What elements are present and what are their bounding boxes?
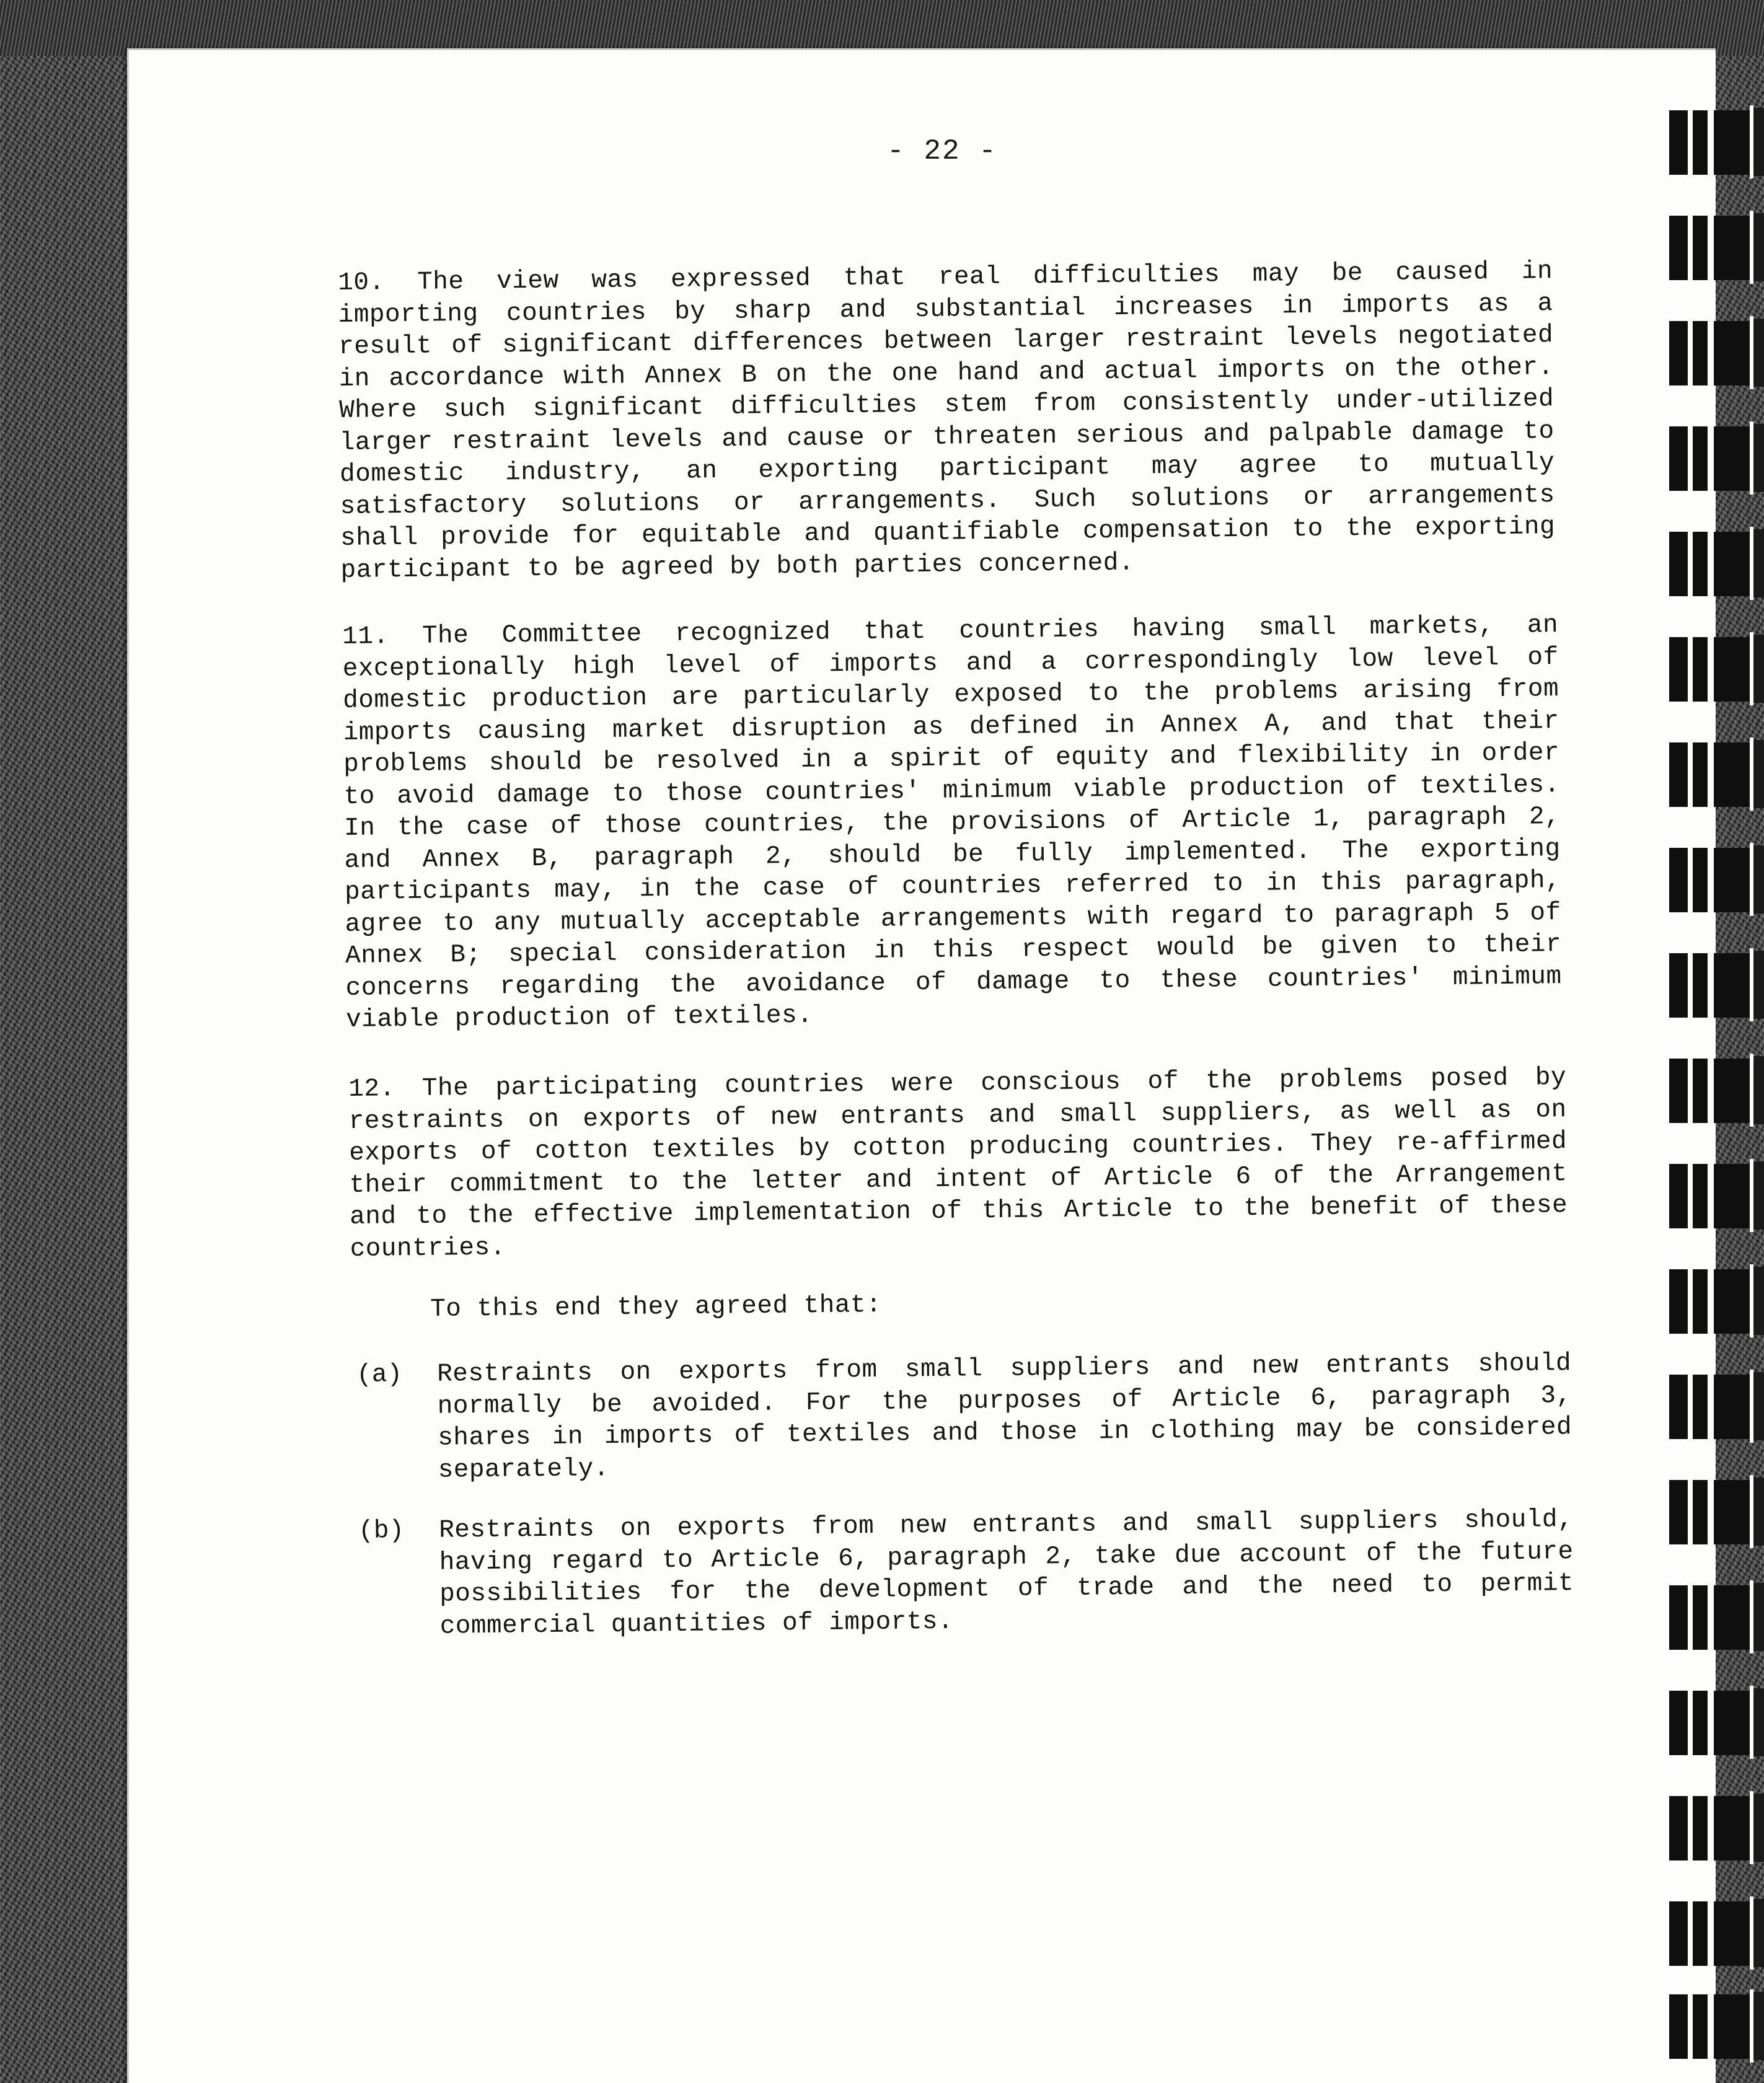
spiral-binding (1664, 93, 1764, 2071)
binding-ring (1664, 1686, 1764, 1759)
list-item-b (358, 1504, 1574, 1652)
paragraph-line: concerns regarding the avoidance of damage to these countries' minimum (345, 962, 1562, 1003)
binding-ring (1664, 1370, 1764, 1443)
binding-ring (1664, 316, 1764, 389)
paragraph-line: In the case of those countries, the provisions of Article 1, paragraph 2, (343, 803, 1561, 843)
list-item-line: commercial quantities of imports. (439, 1607, 954, 1641)
paragraph-line: viable production of textiles. (345, 1001, 813, 1034)
paragraph-line: agree to any mutually acceptable arrangements with regard to paragraph 5 of (345, 898, 1561, 939)
paragraph-line: exports of cotton textiles by cotton producing countries. They re-affirmed (349, 1127, 1568, 1168)
binding-ring (1664, 421, 1764, 495)
binding-ring (1664, 1264, 1764, 1337)
binding-ring (1664, 105, 1764, 178)
paragraph-line: participant to be agreed by both parties concerned. (340, 548, 1135, 585)
list-intro: To this end they agreed that: (430, 1291, 882, 1324)
paragraph-line: 11. The Committee recognized that countries having small markets, an (342, 611, 1559, 651)
paragraph-line: restraints on exports of new entrants and small suppliers, as well as on (348, 1095, 1567, 1136)
binding-ring (1664, 1159, 1764, 1232)
list-item-line: separately. (438, 1454, 610, 1485)
paragraph-line: larger restraint levels and cause or threaten serious and palpable damage to (339, 416, 1555, 457)
list-item-line: possibilities for the development of trade and the need to permit (439, 1569, 1574, 1609)
paragraph-line: Annex B; special consideration in this respect would be given to their (345, 930, 1562, 971)
binding-ring (1664, 1475, 1764, 1548)
binding-ring (1664, 211, 1764, 284)
paragraph-line: domestic production are particularly exposed to the problems arising from (343, 675, 1559, 715)
binding-ring (1664, 1989, 1764, 2063)
paragraph-line: countries. (350, 1233, 506, 1264)
list-item-line: normally be avoided. For the purposes of Article 6, paragraph 3, (437, 1381, 1572, 1421)
paragraph-line: and Annex B, paragraph 2, should be fully implemented. The exporting (344, 834, 1561, 875)
paragraph-line: Where such significant difficulties stem from consistently under-utilized (338, 385, 1555, 425)
paragraph-line: shall provide for equitable and quantifiable compensation to the exporting (340, 513, 1556, 553)
paragraph-line: in accordance with Annex B on the one hand and actual imports on the other. (338, 353, 1554, 394)
paragraph-line: participants may, in the case of countries referred to in this paragraph, (344, 866, 1561, 907)
binding-ring (1664, 1791, 1764, 1864)
paragraph-10 (338, 256, 1556, 587)
paragraph-line: result of significant differences between larger restraint levels negotiated (338, 321, 1554, 361)
page-number: - 22 - (887, 135, 997, 167)
paragraph-line: exceptionally high level of imports and a correspondingly low level of (342, 643, 1559, 684)
paragraph-line: and to the effective implementation of this Article to the benefit of these (349, 1191, 1568, 1231)
list-item-line: having regard to Article 6, paragraph 2, take due account of the future (439, 1537, 1574, 1577)
paragraph-11 (342, 610, 1562, 1036)
paragraph-line: their commitment to the letter and intent of Article 6 of the Arrangement (349, 1159, 1568, 1200)
list-item-a (356, 1348, 1572, 1496)
paragraph-line: to avoid damage to those countries' minimum viable production of textiles. (343, 770, 1560, 811)
list-item-marker: (a) (356, 1360, 403, 1389)
list-item-marker: (b) (358, 1517, 405, 1546)
paragraph-line: domestic industry, an exporting participant may agree to mutually (339, 449, 1555, 489)
list-item-line: shares in imports of textiles and those in clothing may be considered (438, 1413, 1572, 1453)
list-item-text (439, 1504, 1574, 1643)
binding-ring (1664, 1054, 1764, 1127)
scan-background-top (0, 0, 1764, 56)
list-item-text (437, 1348, 1572, 1487)
binding-ring (1664, 738, 1764, 811)
paragraph-line: importing countries by sharp and substantial increases in imports as a (338, 289, 1553, 330)
paragraph-line: 12. The participating countries were conscious of the problems posed by (348, 1064, 1567, 1104)
binding-ring (1664, 1580, 1764, 1654)
paragraph-line: problems should be resolved in a spirit of equity and flexibility in order (343, 739, 1560, 779)
binding-ring (1664, 1896, 1764, 1970)
paragraph-line: satisfactory solutions or arrangements. Such solutions or arrangements (340, 480, 1555, 521)
list-item-line: Restraints on exports from small suppliers and new entrants should (437, 1349, 1572, 1389)
paragraph-line: imports causing market disruption as defined in Annex A, and that their (343, 707, 1559, 747)
paragraph-line: 10. The view was expressed that real difficulties may be caused in (338, 257, 1553, 297)
binding-ring (1664, 948, 1764, 1021)
binding-ring (1664, 843, 1764, 916)
paragraph-12 (348, 1062, 1568, 1266)
binding-ring (1664, 632, 1764, 705)
binding-ring (1664, 527, 1764, 600)
list-item-line: Restraints on exports from new entrants and small suppliers should, (439, 1505, 1574, 1545)
